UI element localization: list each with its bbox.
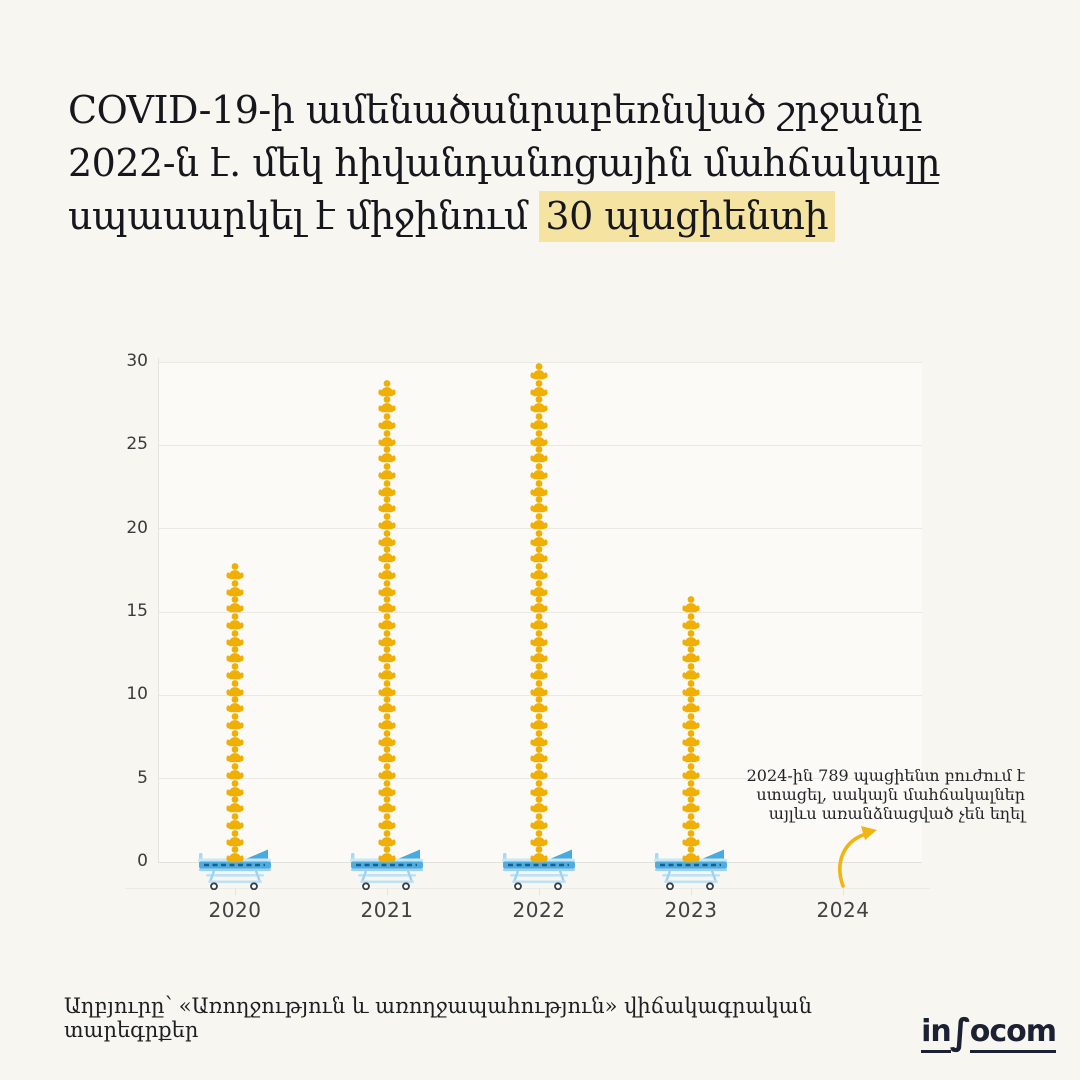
patient-icon [222,680,248,697]
patient-icon [526,746,552,763]
patient-icon [526,413,552,430]
patient-icon [526,513,552,530]
infocom-logo [921,1012,1056,1053]
patient-icon [526,646,552,663]
patient-icon [374,730,400,747]
patient-icon [222,613,248,630]
patient-icon [678,763,704,780]
title-text: COVID-19-ի ամենածանրաբեռնված շրջանը 2022-ն է. մեկ հիվանդանոցային մահճակալը սպասարկել է միջինում [68,88,941,238]
x-axis-tick-label: 2021 [360,898,414,922]
x-axis-tick-label: 2023 [664,898,718,922]
patient-icon [374,763,400,780]
patient-icon [222,830,248,847]
patient-icon [374,846,400,863]
patient-icon [526,713,552,730]
patient-icon [526,846,552,863]
patient-icon [374,630,400,647]
patient-icon [526,763,552,780]
y-axis-line [158,358,159,862]
patient-icon [526,563,552,580]
patient-icon [678,846,704,863]
annotation-line: ստացել, սակայն մահճակալներ [756,785,1025,804]
source-caption: Աղբյուրը՝ «Առողջություն և առողջապահություն» վիճակագրական տարեգրքեր [64,994,812,1042]
patient-icon [678,596,704,613]
patient-icon [374,613,400,630]
patient-icon [374,480,400,497]
patient-icon [374,413,400,430]
patient-icon [526,580,552,597]
patient-icon [678,646,704,663]
patient-icon [678,713,704,730]
patient-icon [526,463,552,480]
patient-icon [222,596,248,613]
patient-icon [526,430,552,447]
patient-icon [678,680,704,697]
patient-icon [526,813,552,830]
patient-icon [222,813,248,830]
patient-icon [526,396,552,413]
patient-icon [374,830,400,847]
patient-icon [374,596,400,613]
patient-icon [222,796,248,813]
patient-icon [222,713,248,730]
patient-icon [526,613,552,630]
patient-icon [526,730,552,747]
patient-icon [678,730,704,747]
patient-icon [526,663,552,680]
curved-arrow-icon [815,822,899,894]
patient-icon [526,496,552,513]
patient-icon [374,563,400,580]
patient-icon [374,813,400,830]
patient-icon [374,546,400,563]
patient-icon [526,480,552,497]
y-axis-tick-label: 5 [137,767,148,788]
page-title [68,84,1033,243]
patient-icon [222,646,248,663]
patient-icon [526,830,552,847]
patient-icon [374,780,400,797]
patient-icon [374,580,400,597]
patient-icon [526,796,552,813]
annotation-line: 2024-ին 789 պացիենտ բուժում է [746,766,1025,785]
y-axis-tick-label: 10 [126,684,148,705]
patient-icon [526,546,552,563]
patient-icon [526,363,552,380]
patient-icon [222,580,248,597]
patient-icon [222,730,248,747]
patient-icon [678,746,704,763]
logo-integral-glyph: ∫ [949,1012,971,1053]
annotation-line: այլևս առանձնացված չեն եղել [768,804,1025,823]
patient-icon [374,663,400,680]
patient-icon [374,530,400,547]
patient-icon [222,846,248,863]
y-axis-tick-label: 30 [126,351,148,371]
patient-icon [222,696,248,713]
logo-part: ocom [970,1014,1056,1053]
patient-icon [374,496,400,513]
x-axis-tick-label: 2020 [208,898,262,922]
patient-icon [374,746,400,763]
patient-icon [526,696,552,713]
patient-icon [526,380,552,397]
patient-icon [678,796,704,813]
patient-icon [526,596,552,613]
patient-icon [374,396,400,413]
logo-part: in [921,1014,951,1053]
patient-icon [678,780,704,797]
patient-icon [678,696,704,713]
patient-icon [222,663,248,680]
patient-icon [678,630,704,647]
patient-icon [374,463,400,480]
title-highlight: 30 պացիենտի [539,191,835,242]
patient-icon [374,696,400,713]
patient-icon [678,830,704,847]
patient-icon [374,796,400,813]
patient-icon [526,780,552,797]
patient-icon [678,663,704,680]
patient-icon [374,713,400,730]
patient-icon [222,746,248,763]
patient-icon [374,380,400,397]
patient-icon [222,630,248,647]
patient-icon [374,430,400,447]
y-axis-tick-label: 20 [126,517,148,538]
patient-icon [222,780,248,797]
y-axis-tick-label: 0 [137,851,148,871]
x-axis-tick-label: 2022 [512,898,566,922]
patient-icon [374,680,400,697]
patient-icon [374,513,400,530]
patient-icon [222,763,248,780]
y-axis-tick-label: 15 [126,601,148,621]
patient-icon [374,646,400,663]
patient-icon [222,563,248,580]
patient-icon [526,446,552,463]
patient-icon [526,680,552,697]
patient-icon [678,813,704,830]
annotation-2024 [735,766,1025,823]
patient-icon [374,446,400,463]
patient-icon [678,613,704,630]
patient-icon [526,530,552,547]
patient-icon [526,630,552,647]
x-axis-tick-label: 2024 [816,898,870,922]
y-axis-tick-label: 25 [126,434,148,455]
